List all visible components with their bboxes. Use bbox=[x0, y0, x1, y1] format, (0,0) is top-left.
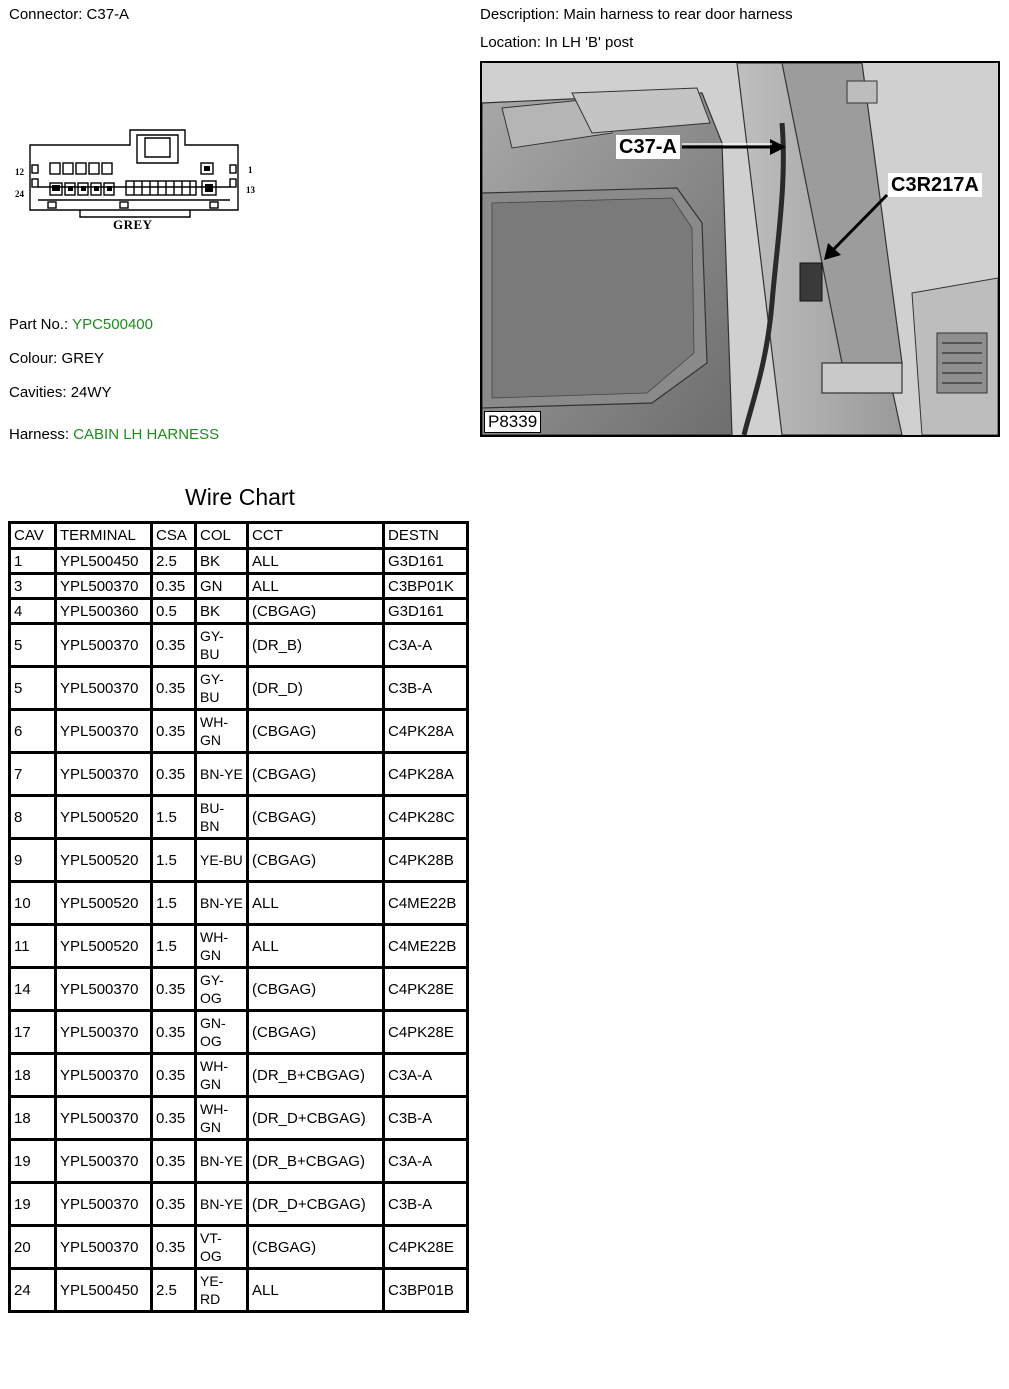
cell-cct: ALL bbox=[248, 1269, 384, 1312]
cell-terminal: YPL500370 bbox=[56, 667, 152, 710]
cell-terminal: YPL500370 bbox=[56, 753, 152, 796]
cell-csa: 1.5 bbox=[152, 839, 196, 882]
cell-cct: (DR_D+CBGAG) bbox=[248, 1097, 384, 1140]
cell-col: BN-YE bbox=[196, 1140, 248, 1183]
description-value: Main harness to rear door harness bbox=[563, 6, 793, 23]
cell-terminal: YPL500370 bbox=[56, 1183, 152, 1226]
cell-terminal: YPL500370 bbox=[56, 710, 152, 753]
cell-csa: 2.5 bbox=[152, 549, 196, 574]
cell-col: VT-OG bbox=[196, 1226, 248, 1269]
pin-label-24: 24 bbox=[15, 189, 24, 199]
cell-terminal: YPL500450 bbox=[56, 549, 152, 574]
wire-chart-title: Wire Chart bbox=[185, 484, 295, 510]
cell-terminal: YPL500370 bbox=[56, 1140, 152, 1183]
table-row bbox=[10, 599, 468, 624]
wire-chart-table bbox=[8, 521, 469, 1313]
part-no-link[interactable]: YPC500400 bbox=[72, 316, 153, 333]
cell-cct: ALL bbox=[248, 925, 384, 968]
cell-destn: C3A-A bbox=[384, 1054, 468, 1097]
cell-terminal: YPL500360 bbox=[56, 599, 152, 624]
cell-cav: 1 bbox=[10, 549, 56, 574]
table-row bbox=[10, 710, 468, 753]
cell-csa: 0.35 bbox=[152, 1097, 196, 1140]
cell-destn: C4PK28E bbox=[384, 1226, 468, 1269]
cell-csa: 0.35 bbox=[152, 710, 196, 753]
colour-value: GREY bbox=[61, 350, 105, 367]
table-row bbox=[10, 1269, 468, 1312]
cell-col: GY-OG bbox=[196, 968, 248, 1011]
cell-col: WH-GN bbox=[196, 925, 248, 968]
cell-destn: C4PK28E bbox=[384, 1011, 468, 1054]
cell-terminal: YPL500520 bbox=[56, 882, 152, 925]
cell-col: BN-YE bbox=[196, 753, 248, 796]
cell-cav: 14 bbox=[10, 968, 56, 1011]
cell-cav: 20 bbox=[10, 1226, 56, 1269]
connector-line bbox=[9, 6, 129, 24]
cell-csa: 0.35 bbox=[152, 1183, 196, 1226]
colour-line bbox=[9, 350, 104, 368]
location-value: In LH 'B' post bbox=[545, 34, 634, 51]
cell-cav: 10 bbox=[10, 882, 56, 925]
cell-cav: 18 bbox=[10, 1097, 56, 1140]
cell-csa: 0.35 bbox=[152, 1054, 196, 1097]
cell-col: WH-GN bbox=[196, 1097, 248, 1140]
cell-cct: (DR_D+CBGAG) bbox=[248, 1183, 384, 1226]
part-no-label: Part No.: bbox=[9, 316, 69, 333]
photo-reference: P8339 bbox=[484, 411, 541, 433]
cell-cav: 24 bbox=[10, 1269, 56, 1312]
cell-cav: 4 bbox=[10, 599, 56, 624]
cell-terminal: YPL500370 bbox=[56, 1054, 152, 1097]
pin-label-12: 12 bbox=[15, 167, 24, 177]
cell-terminal: YPL500520 bbox=[56, 796, 152, 839]
cell-terminal: YPL500450 bbox=[56, 1269, 152, 1312]
cell-cct: (DR_D) bbox=[248, 667, 384, 710]
cell-destn: C4ME22B bbox=[384, 925, 468, 968]
table-row bbox=[10, 1011, 468, 1054]
table-row bbox=[10, 1054, 468, 1097]
description-line bbox=[480, 6, 793, 24]
location-label: Location: bbox=[480, 34, 541, 51]
cell-cct: (CBGAG) bbox=[248, 599, 384, 624]
cell-cav: 17 bbox=[10, 1011, 56, 1054]
table-row bbox=[10, 839, 468, 882]
table-header-row bbox=[10, 523, 468, 549]
cell-destn: C3A-A bbox=[384, 1140, 468, 1183]
location-line bbox=[480, 34, 633, 52]
photo-callout-c37a: C37-A bbox=[616, 135, 680, 159]
table-row bbox=[10, 1183, 468, 1226]
cell-col: BK bbox=[196, 599, 248, 624]
colour-label: Colour: bbox=[9, 350, 58, 367]
cell-col: BN-YE bbox=[196, 882, 248, 925]
cell-cav: 18 bbox=[10, 1054, 56, 1097]
harness-label: Harness: bbox=[9, 426, 70, 443]
cell-cav: 5 bbox=[10, 624, 56, 667]
header-cct: CCT bbox=[248, 523, 384, 549]
cell-terminal: YPL500370 bbox=[56, 574, 152, 599]
cell-col: BK bbox=[196, 549, 248, 574]
cavities-line bbox=[9, 384, 112, 402]
cell-destn: C4PK28C bbox=[384, 796, 468, 839]
cell-col: WH-GN bbox=[196, 710, 248, 753]
table-row bbox=[10, 667, 468, 710]
cell-destn: C3B-A bbox=[384, 1183, 468, 1226]
photo-callout-c3r217a: C3R217A bbox=[888, 173, 982, 197]
cell-destn: C3BP01K bbox=[384, 574, 468, 599]
cell-destn: C4PK28E bbox=[384, 968, 468, 1011]
cell-cav: 5 bbox=[10, 667, 56, 710]
cell-destn: G3D161 bbox=[384, 549, 468, 574]
cell-col: GY-BU bbox=[196, 624, 248, 667]
cell-csa: 0.35 bbox=[152, 574, 196, 599]
pin-label-1: 1 bbox=[248, 165, 253, 175]
cell-cav: 8 bbox=[10, 796, 56, 839]
cell-csa: 1.5 bbox=[152, 882, 196, 925]
header-destn: DESTN bbox=[384, 523, 468, 549]
cell-terminal: YPL500370 bbox=[56, 1097, 152, 1140]
cell-col: GN bbox=[196, 574, 248, 599]
cell-cav: 19 bbox=[10, 1140, 56, 1183]
cell-csa: 0.35 bbox=[152, 753, 196, 796]
connector-value: C37-A bbox=[86, 6, 130, 23]
cell-col: BU-BN bbox=[196, 796, 248, 839]
table-row bbox=[10, 796, 468, 839]
location-photo bbox=[480, 61, 1000, 437]
cell-cct: (CBGAG) bbox=[248, 1226, 384, 1269]
cell-csa: 1.5 bbox=[152, 925, 196, 968]
cell-cct: (CBGAG) bbox=[248, 839, 384, 882]
table-row bbox=[10, 882, 468, 925]
cell-cav: 11 bbox=[10, 925, 56, 968]
table-row bbox=[10, 549, 468, 574]
table-row bbox=[10, 624, 468, 667]
cell-cct: (DR_B) bbox=[248, 624, 384, 667]
cell-col: WH-GN bbox=[196, 1054, 248, 1097]
table-row bbox=[10, 753, 468, 796]
cell-destn: C4PK28A bbox=[384, 710, 468, 753]
cell-cct: ALL bbox=[248, 574, 384, 599]
header-terminal: TERMINAL bbox=[56, 523, 152, 549]
header-col: COL bbox=[196, 523, 248, 549]
cell-terminal: YPL500370 bbox=[56, 968, 152, 1011]
cell-cct: (DR_B+CBGAG) bbox=[248, 1140, 384, 1183]
cell-csa: 0.5 bbox=[152, 599, 196, 624]
cell-csa: 2.5 bbox=[152, 1269, 196, 1312]
cell-csa: 0.35 bbox=[152, 1226, 196, 1269]
diagram-caption: GREY bbox=[113, 217, 153, 232]
cell-terminal: YPL500520 bbox=[56, 839, 152, 882]
cell-terminal: YPL500370 bbox=[56, 1011, 152, 1054]
cell-terminal: YPL500370 bbox=[56, 1226, 152, 1269]
table-row bbox=[10, 925, 468, 968]
cell-csa: 0.35 bbox=[152, 1140, 196, 1183]
cell-col: GY-BU bbox=[196, 667, 248, 710]
cell-destn: C3B-A bbox=[384, 667, 468, 710]
description-label: Description: bbox=[480, 6, 560, 23]
table-row bbox=[10, 1140, 468, 1183]
cavities-value: 24WY bbox=[70, 384, 112, 401]
cell-cav: 6 bbox=[10, 710, 56, 753]
cell-cav: 3 bbox=[10, 574, 56, 599]
cell-cav: 9 bbox=[10, 839, 56, 882]
cell-terminal: YPL500370 bbox=[56, 624, 152, 667]
cell-cct: (CBGAG) bbox=[248, 753, 384, 796]
cell-col: BN-YE bbox=[196, 1183, 248, 1226]
table-row bbox=[10, 968, 468, 1011]
table-row bbox=[10, 1226, 468, 1269]
connector-label: Connector: bbox=[9, 6, 83, 23]
cell-col: YE-RD bbox=[196, 1269, 248, 1312]
cell-cct: (DR_B+CBGAG) bbox=[248, 1054, 384, 1097]
cell-cav: 7 bbox=[10, 753, 56, 796]
cell-destn: G3D161 bbox=[384, 599, 468, 624]
table-row bbox=[10, 574, 468, 599]
cell-cct: ALL bbox=[248, 882, 384, 925]
cell-csa: 0.35 bbox=[152, 1011, 196, 1054]
table-row bbox=[10, 1097, 468, 1140]
pin-label-13: 13 bbox=[246, 185, 255, 195]
cell-csa: 0.35 bbox=[152, 667, 196, 710]
cavities-label: Cavities: bbox=[9, 384, 67, 401]
photo-illustration bbox=[482, 63, 998, 435]
header-cav: CAV bbox=[10, 523, 56, 549]
cell-cct: ALL bbox=[248, 549, 384, 574]
cell-cct: (CBGAG) bbox=[248, 796, 384, 839]
cell-cct: (CBGAG) bbox=[248, 1011, 384, 1054]
harness-link[interactable]: CABIN LH HARNESS bbox=[73, 426, 220, 443]
cell-cct: (CBGAG) bbox=[248, 968, 384, 1011]
cell-csa: 1.5 bbox=[152, 796, 196, 839]
cell-csa: 0.35 bbox=[152, 968, 196, 1011]
cell-csa: 0.35 bbox=[152, 624, 196, 667]
cell-col: YE-BU bbox=[196, 839, 248, 882]
cell-cct: (CBGAG) bbox=[248, 710, 384, 753]
wire-chart-body bbox=[10, 549, 468, 1312]
cell-destn: C4PK28A bbox=[384, 753, 468, 796]
cell-destn: C4ME22B bbox=[384, 882, 468, 925]
cell-cav: 19 bbox=[10, 1183, 56, 1226]
cell-destn: C4PK28B bbox=[384, 839, 468, 882]
cell-destn: C3B-A bbox=[384, 1097, 468, 1140]
harness-line bbox=[9, 426, 219, 444]
cell-terminal: YPL500520 bbox=[56, 925, 152, 968]
cell-destn: C3A-A bbox=[384, 624, 468, 667]
part-no-line bbox=[9, 316, 153, 334]
header-csa: CSA bbox=[152, 523, 196, 549]
cell-col: GN-OG bbox=[196, 1011, 248, 1054]
cell-destn: C3BP01B bbox=[384, 1269, 468, 1312]
